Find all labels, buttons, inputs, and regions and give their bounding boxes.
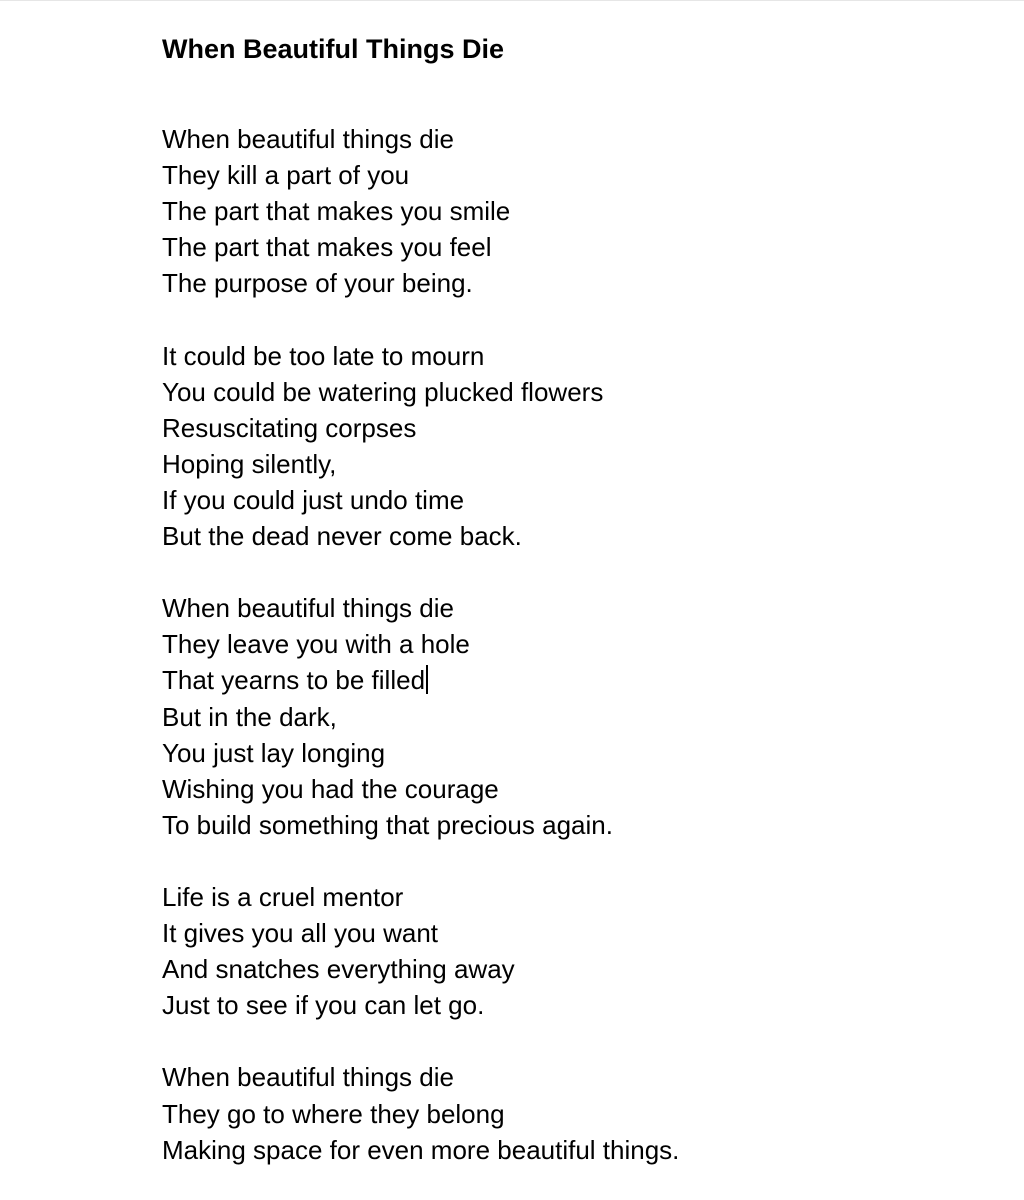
poem-line: The purpose of your being. — [162, 268, 473, 299]
poem-line: They go to where they belong — [162, 1098, 505, 1129]
poem-line: But in the dark, — [162, 701, 337, 732]
poem-line-with-cursor — [162, 662, 982, 698]
poem-line: When beautiful things die — [162, 1062, 454, 1093]
stanza-gap — [162, 554, 982, 590]
poem-line: You just lay longing — [162, 737, 386, 768]
poem-line: Just to see if you can let go. — [162, 990, 485, 1021]
stanza-gap — [162, 1023, 982, 1059]
spacer — [162, 67, 982, 121]
poem-line: And snatches everything away — [162, 954, 515, 985]
poem-line: Life is a cruel mentor — [162, 881, 404, 912]
poem-line: Hoping silently, — [162, 448, 337, 479]
poem-line: It could be too late to mourn — [162, 340, 485, 371]
document-body[interactable] — [162, 31, 982, 1168]
poem-line: They kill a part of you — [162, 160, 410, 191]
poem-title: When Beautiful Things Die — [162, 34, 504, 64]
poem-line: They leave you with a hole — [162, 629, 470, 660]
poem-line: Wishing you had the courage — [162, 773, 499, 804]
poem-line: You could be watering plucked flowers — [162, 376, 604, 407]
poem-line: When beautiful things die — [162, 593, 454, 624]
stanza-gap — [162, 301, 982, 337]
poem-line: When beautiful things die — [162, 124, 454, 154]
text-cursor — [426, 665, 428, 694]
stanza-4 — [162, 879, 982, 1023]
stanza-2 — [162, 338, 982, 555]
stanza-5 — [162, 1059, 982, 1167]
poem-line: Resuscitating corpses — [162, 412, 417, 443]
poem-line-text: That yearns to be filled — [162, 665, 426, 696]
poem-line: If you could just undo time — [162, 484, 465, 515]
poem-line: The part that makes you feel — [162, 232, 492, 263]
stanza-1 — [162, 121, 982, 301]
poem-line: To build something that precious again. — [162, 809, 613, 840]
poem-line: But the dead never come back. — [162, 521, 522, 552]
poem-line: It gives you all you want — [162, 918, 439, 949]
stanza-gap — [162, 843, 982, 879]
poem-line: The part that makes you smile — [162, 196, 511, 227]
poem-line: Making space for even more beautiful things. — [162, 1134, 680, 1165]
stanza-3 — [162, 590, 982, 843]
